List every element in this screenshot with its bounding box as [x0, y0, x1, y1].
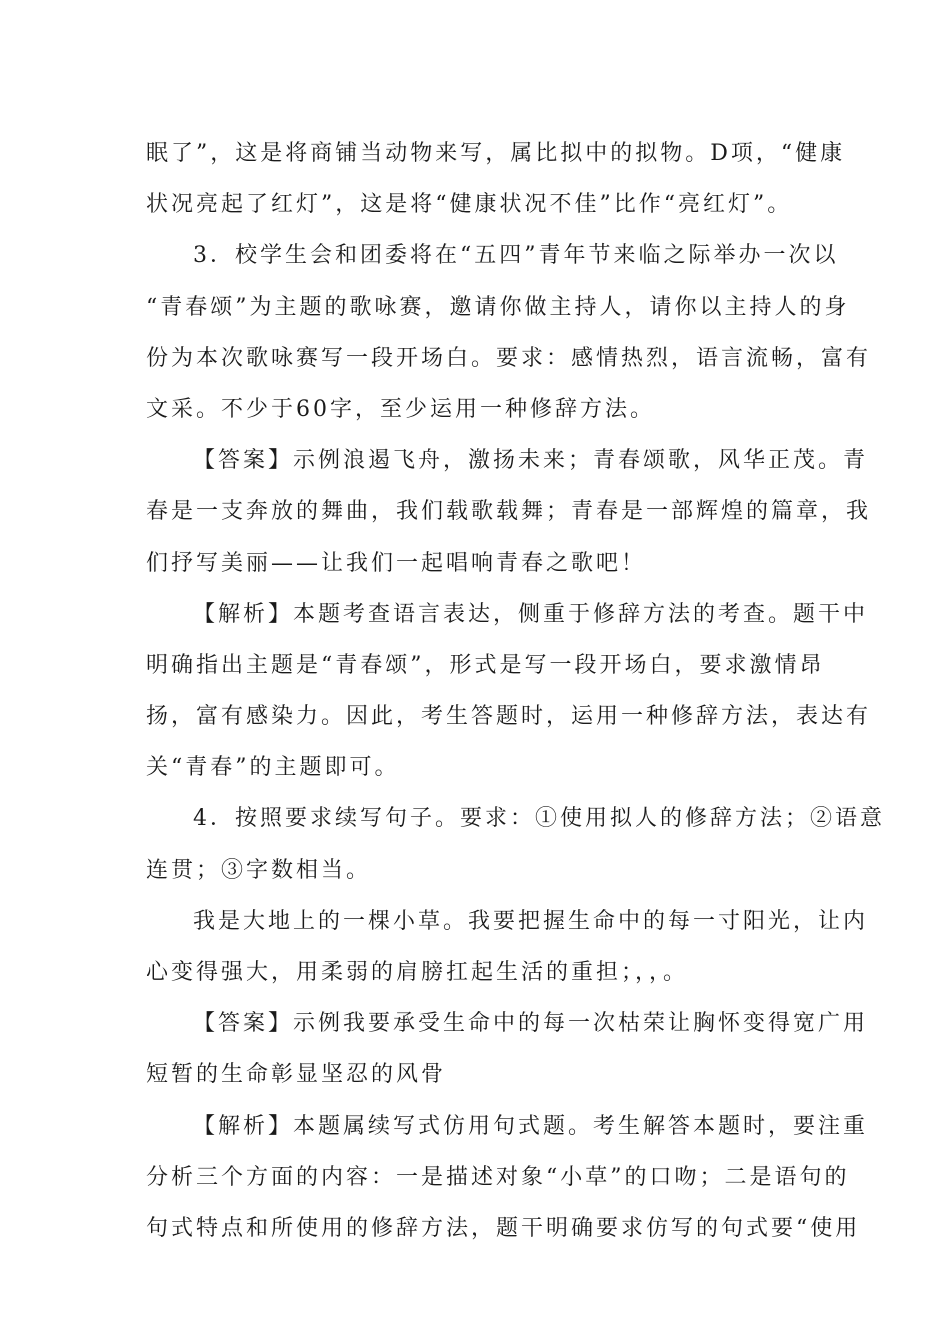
text-line: 3．校学生会和团委将在“五四”青年节来临之际举办一次以 [193, 243, 839, 269]
text-line: 春是一支奔放的舞曲，我们载歌载舞；青春是一部辉煌的篇章，我 [146, 499, 872, 525]
text-line: 扬，富有感染力。因此，考生答题时，运用一种修辞方法，表达有 [146, 704, 872, 730]
text-line: 心变得强大，用柔弱的肩膀扛起生活的重担；，，。 [146, 960, 689, 985]
text-line: 状况亮起了红灯”，这是将“健康状况不佳”比作“亮红灯”。 [146, 192, 793, 218]
text-line: 句式特点和所使用的修辞方法，题干明确要求仿写的句式要“使用 [146, 1215, 861, 1241]
text-line: 【答案】示例浪遏飞舟，激扬未来；青春颂歌，风华正茂。青 [193, 448, 869, 474]
text-line: 文采。不少于60字，至少运用一种修辞方法。 [146, 396, 655, 422]
document-body [146, 128, 885, 1254]
text-line: 我是大地上的一棵小草。我要把握生命中的每一寸阳光，让内 [193, 908, 869, 934]
text-line: 4．按照要求续写句子。要求：①使用拟人的修辞方法；②语意 [193, 806, 885, 832]
text-line: 连贯；③字数相当。 [146, 857, 372, 883]
text-line: 【解析】本题属续写式仿用句式题。考生解答本题时，要注重 [193, 1113, 869, 1139]
text-line: 们抒写美丽——让我们一起唱响青春之歌吧！ [146, 550, 647, 576]
text-line: 明确指出主题是“青春颂”，形式是写一段开场白，要求激情昂 [146, 652, 825, 678]
text-line: 【解析】本题考查语言表达，侧重于修辞方法的考查。题干中 [193, 601, 869, 627]
text-line: 分析三个方面的内容：一是描述对象“小草”的口吻；二是语句的 [146, 1164, 850, 1190]
text-line: 份为本次歌咏赛写一段开场白。要求：感情热烈，语言流畅，富有 [146, 345, 872, 371]
text-line: 【答案】示例我要承受生命中的每一次枯荣让胸怀变得宽广用 [193, 1011, 869, 1037]
text-line: “青春颂”为主题的歌咏赛，邀请你做主持人，请你以主持人的身 [146, 294, 850, 320]
text-line: 眠了”，这是将商铺当动物来写，属比拟中的拟物。D项，“健康 [146, 141, 846, 166]
text-line: 关“青春”的主题即可。 [146, 755, 400, 781]
text-line: 短暂的生命彰显坚忍的风骨 [146, 1062, 447, 1088]
